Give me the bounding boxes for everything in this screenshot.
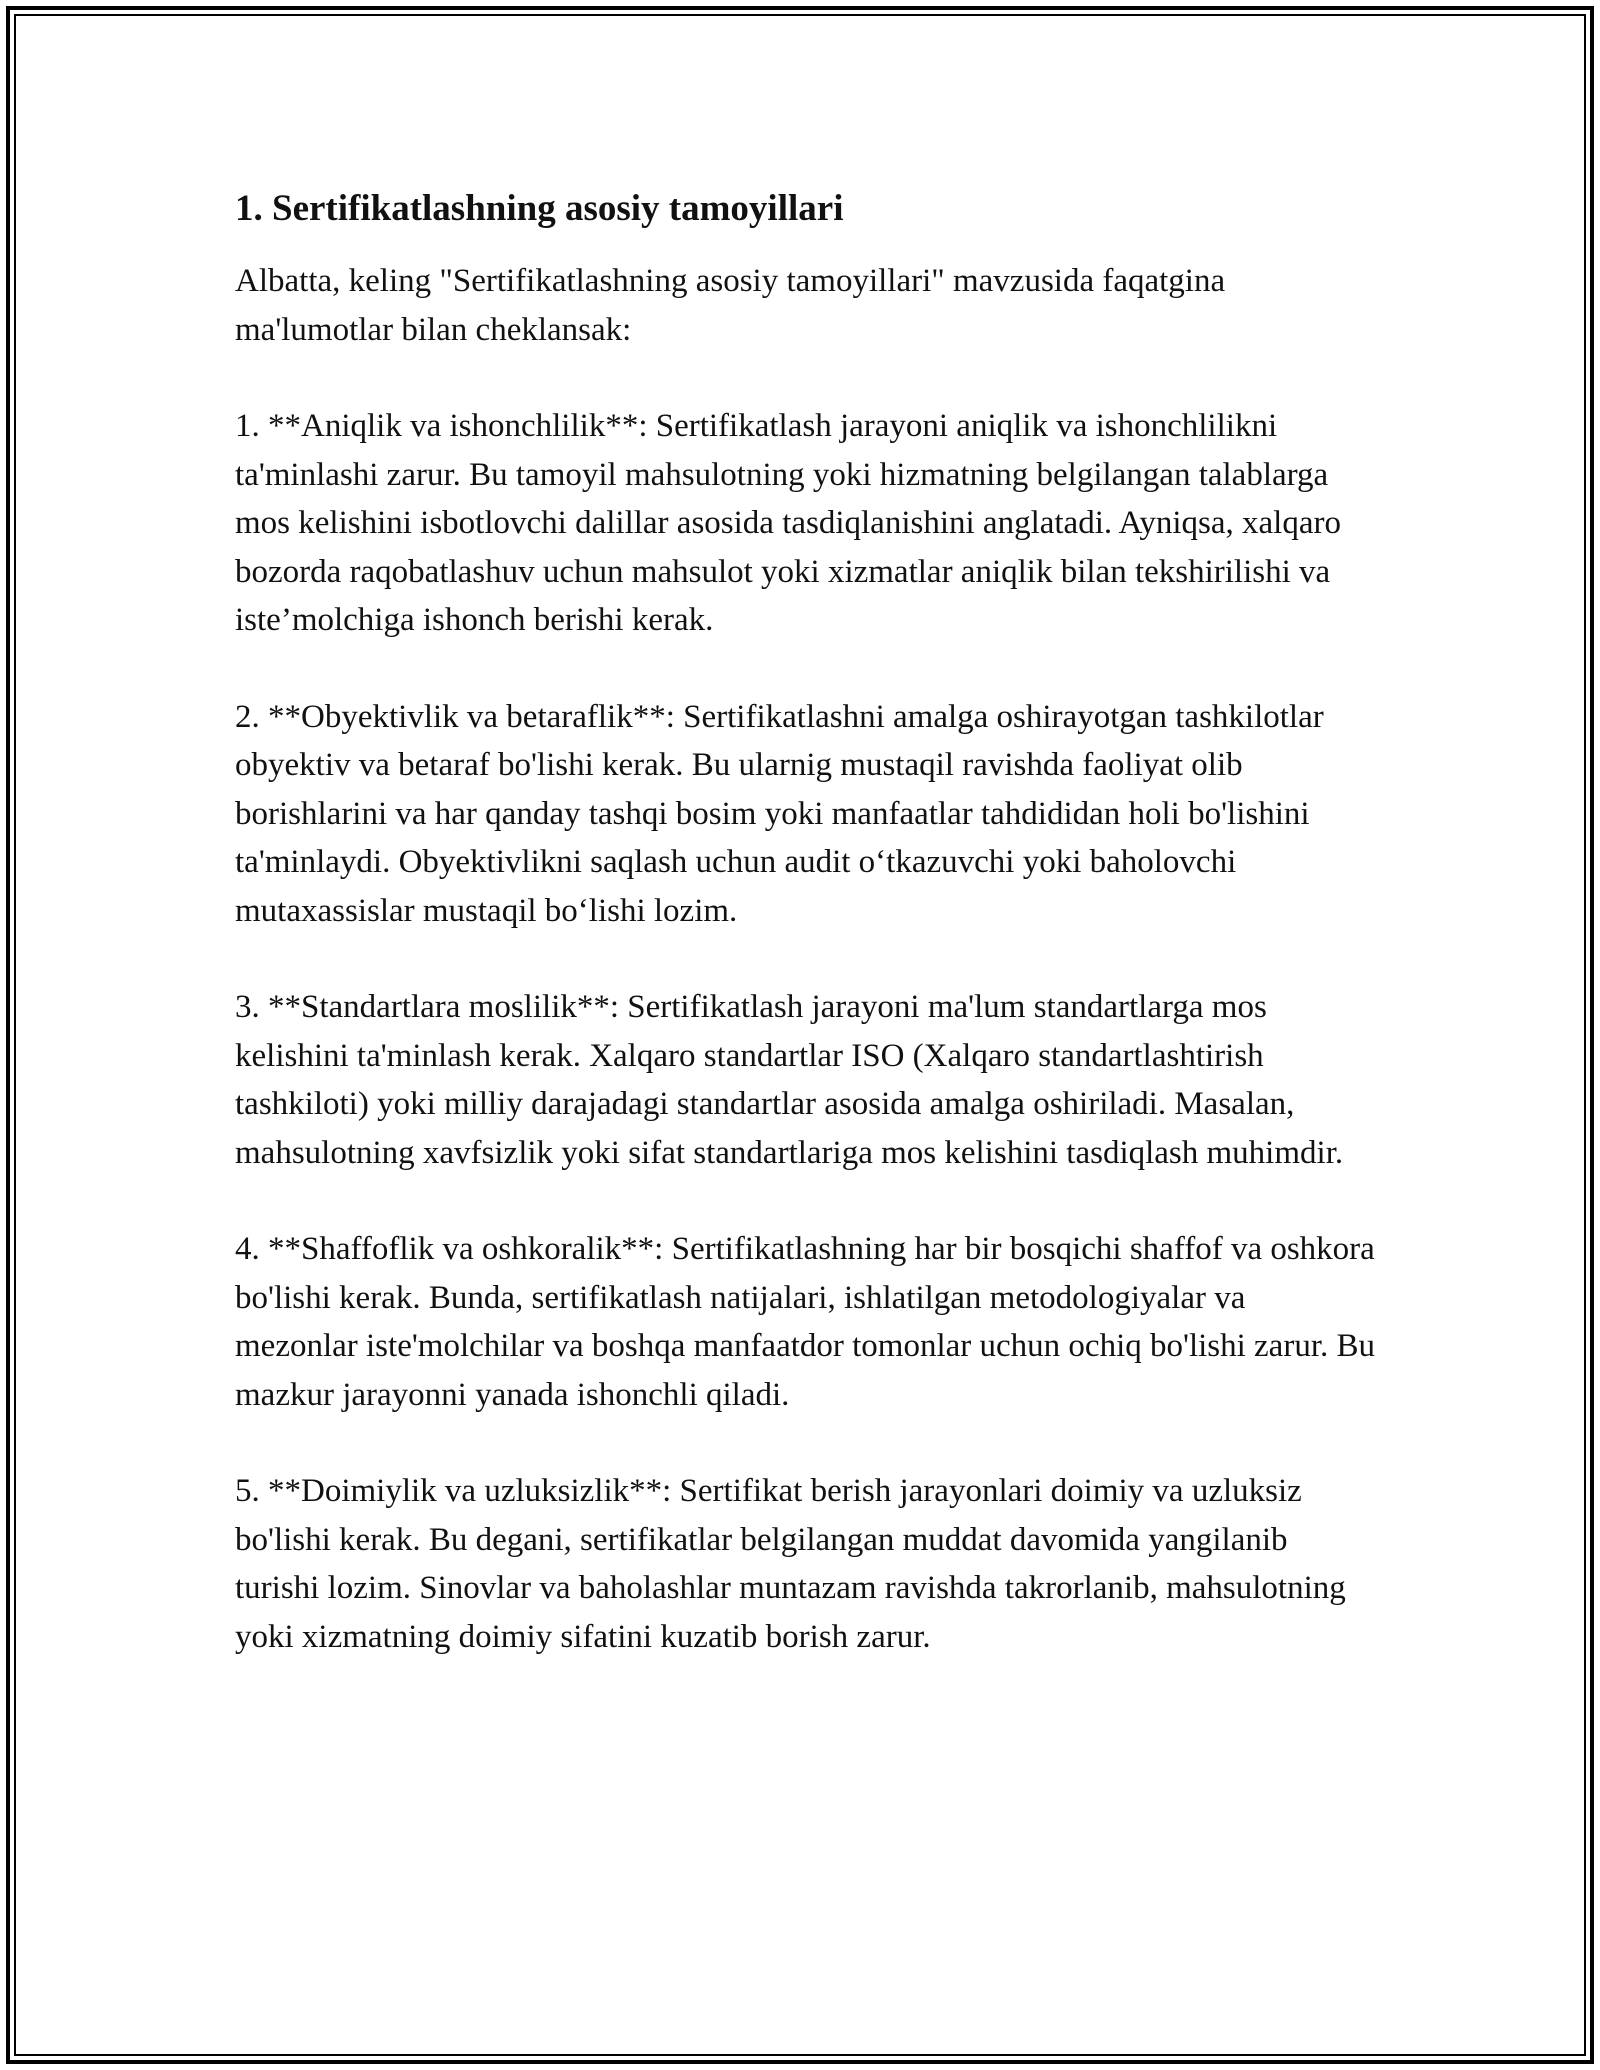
principle-paragraph-5: 5. **Doimiylik va uzluksizlik**: Sertifikat berish jarayonlari doimiy va uzluksiz bo'lishi kerak. Bu degani, sertifikatlar belgilangan muddat davomida yangilanib turishi lozim. Sinovlar va baholashlar muntazam ravishda takrorlanib, mahsulotning yoki xizmatning doimiy sifatini kuzatib borish zarur. <box>235 1473 1346 1655</box>
principle-paragraph-2: 2. **Obyektivlik va betaraflik**: Sertifikatlashni amalga oshirayotgan tashkilotlar obyektiv va betaraf bo'lishi kerak. Bu ularnig mustaqil ravishda faoliyat olib borishlarini va har qanday tashqi bosim yoki manfaatlar tahdididan holi bo'lishini ta'minlaydi. Obyektivlikni saqlash uchun audit o‘tkazuvchi yoki baholovchi mutaxassislar mustaqil bo‘lishi lozim. <box>235 698 1324 929</box>
intro-paragraph: Albatta, keling "Sertifikatlashning asosiy tamoyillari" mavzusida faqatgina ma'lumotlar bilan cheklansak: <box>235 263 1226 348</box>
principle-paragraph-4: 4. **Shaffoflik va oshkoralik**: Sertifikatlashning har bir bosqichi shaffof va oshkora bo'lishi kerak. Bunda, sertifikatlash natijalari, ishlatilgan metodologiyalar va mezonlar iste'molchilar va boshqa manfaatdor tomonlar uchun ochiq bo'lishi zarur. Bu mazkur jarayonni yanada ishonchli qiladi. <box>235 1231 1375 1413</box>
document-body <box>235 185 1375 1709</box>
principle-paragraph-3: 3. **Standartlara moslilik**: Sertifikatlash jarayoni ma'lum standartlarga mos kelishini ta'minlash kerak. Xalqaro standartlar ISO (Xalqaro standartlashtirish tashkiloti) yoki milliy darajadagi standartlar asosida amalga oshiriladi. Masalan, mahsulotning xavfsizlik yoki sifat standartlariga mos kelishini tasdiqlash muhimdir. <box>235 989 1344 1171</box>
principle-paragraph-1: 1. **Aniqlik va ishonchlilik**: Sertifikatlash jarayoni aniqlik va ishonchlilikni ta'minlashi zarur. Bu tamoyil mahsulotning yoki hizmatning belgilangan talablarga mos kelishini isbotlovchi dalillar asosida tasdiqlanishini anglatadi. Ayniqsa, xalqaro bozorda raqobatlashuv uchun mahsulot yoki xizmatlar aniqlik bilan tekshirilishi va iste’molchiga ishonch berishi kerak. <box>235 408 1341 638</box>
document-title: 1. Sertifikatlashning asosiy tamoyillari <box>235 188 844 229</box>
